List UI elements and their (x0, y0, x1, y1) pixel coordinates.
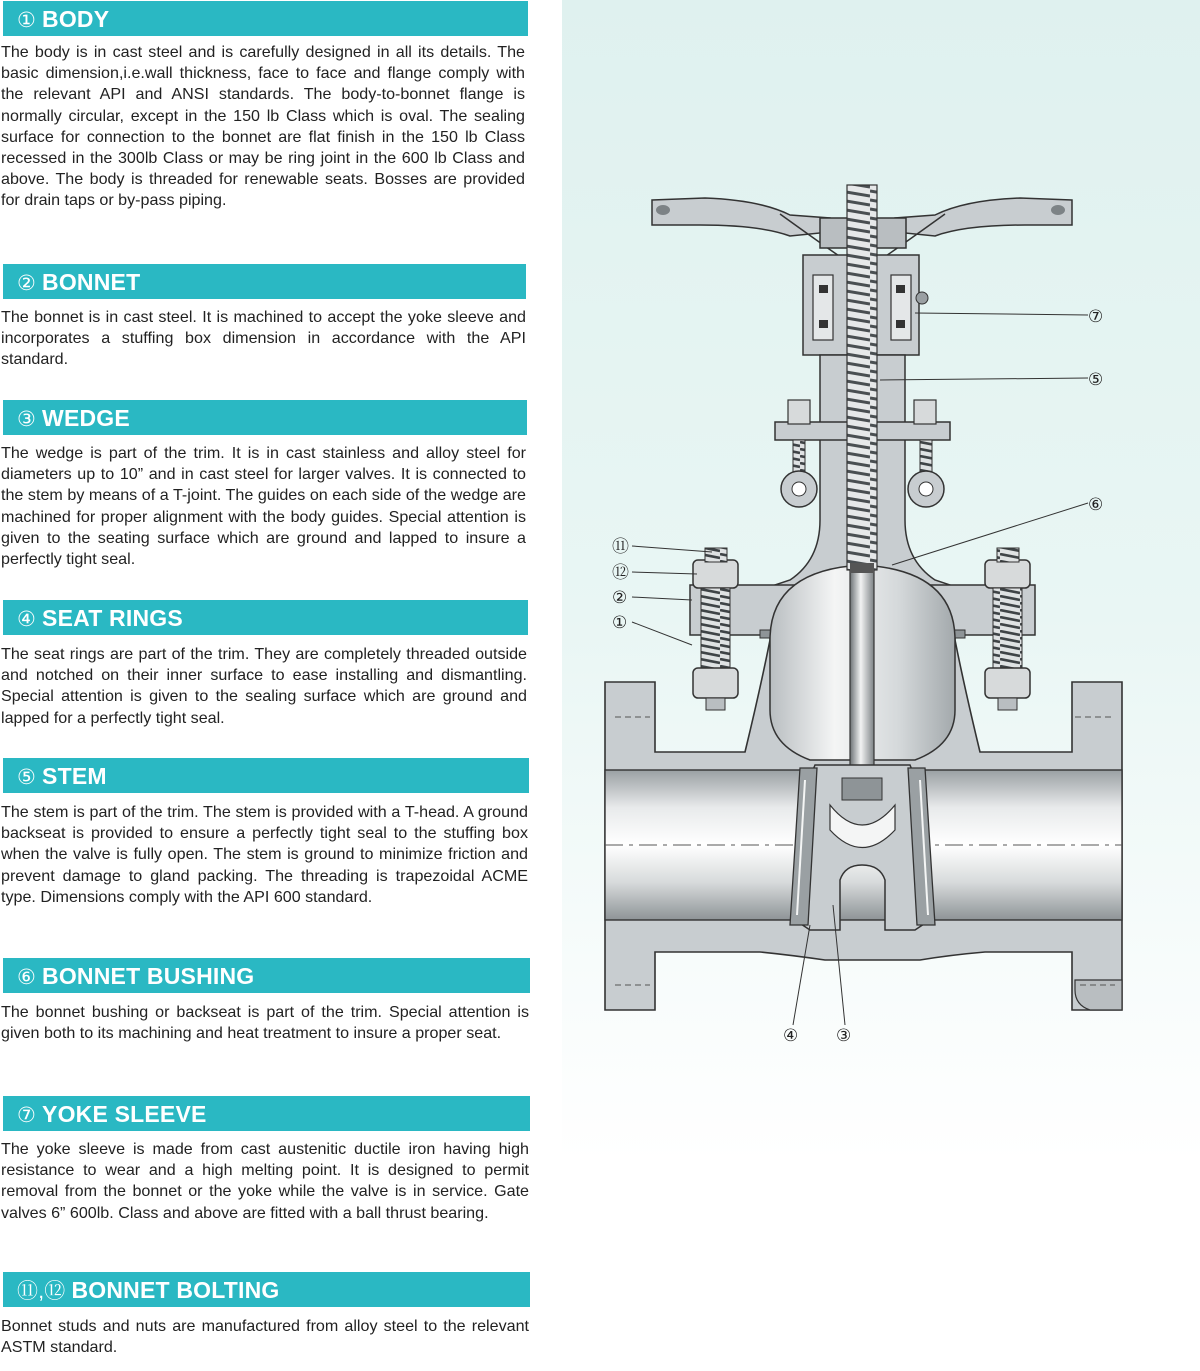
section-text: The yoke sleeve is made from cast austenitic ductile iron having high resistance to wear and a high melting point. It is designed to permit removal from the bonnet or the yoke while the valve is in service. Gate valves 6” 600lb. Class and above are fitted with a ball thrust bearing. (1, 1140, 529, 1222)
section-title: YOKE SLEEVE (42, 1101, 207, 1127)
section-text: The stem is part of the trim. The stem is provided with a T-head. A ground backseat is provided to ensure a perfectly tight seal to the stuffing box when the valve is fully open. The stem is ground to minimize friction and prevent damage to gland packing. The threading is trapezoidal ACME type. Dimensions comply with the API 600 standard. (1, 803, 528, 906)
section-text: The wedge is part of the trim. It is in cast stainless and alloy steel for diameters up to 10” and in cast steel for larger valves. It is connected to the stem by means of a T-joint. The guides on each side of the wedge are machined for proper alignment with the body guides. Special attention is given to the seating surface which are ground and lapped to insure a perfectly tight seal. (1, 444, 526, 569)
section-number: ⑤ (17, 766, 37, 789)
section-number: ⑥ (17, 966, 37, 989)
description-column (0, 0, 532, 1366)
section-header-seat-rings (3, 600, 528, 635)
section-text: Bonnet studs and nuts are manufactured from alloy steel to the relevant ASTM standard. (1, 1317, 529, 1357)
section-header-body (3, 1, 528, 36)
gate-valve-diagram (562, 0, 1200, 1366)
section-title: BONNET BUSHING (42, 963, 255, 989)
section-number: ① (17, 9, 37, 32)
section-header-bonnet (3, 264, 526, 299)
section-title: WEDGE (42, 405, 130, 431)
section-title: STEM (42, 763, 107, 789)
callout-3: ③ (836, 1026, 852, 1046)
section-number: ⑦ (17, 1104, 37, 1127)
callout-5: ⑤ (1088, 370, 1104, 390)
section-text: The bonnet bushing or backseat is part of the trim. Special attention is given both to its machining and heat treatment to insure a proper seat. (1, 1003, 529, 1043)
section-header-yoke-sleeve (3, 1096, 530, 1131)
diagram-panel (562, 0, 1200, 1366)
section-title: SEAT RINGS (42, 605, 183, 631)
callout-2: ② (612, 588, 628, 608)
section-title: BONNET BOLTING (71, 1277, 280, 1303)
section-text: The body is in cast steel and is carefully designed in all its details. The basic dimension,i.e.wall thickness, face to face and flange comply with the relevant API and ANSI standards. The body-to-bonnet flange is normally circular, except in the 150 lb Class which is oval. The sealing surface for connection to the bonnet are flat finish in the 150 lb Class recessed in the 300lb Class or may be ring joint in the 600 lb Class and above. The body is threaded for renewable seats. Bosses are provided for drain taps or by-pass piping. (1, 43, 525, 210)
section-number: ② (17, 272, 37, 295)
callout-4: ④ (783, 1026, 799, 1046)
section-header-bonnet-bushing (3, 958, 530, 993)
section-number: ④ (17, 608, 37, 631)
callout-11: ⑪ (612, 537, 629, 557)
section-number: ⑪,⑫ (17, 1280, 66, 1303)
section-text: The seat rings are part of the trim. They are completely threaded outside and notched on their inner surface to ease installing and dismantling. Special attention is given to the sealing surface which are ground and lapped for a perfectly tight seal. (1, 645, 527, 727)
callout-1: ① (612, 613, 628, 633)
callout-12: ⑫ (612, 563, 629, 583)
section-header-bonnet-bolting (3, 1272, 530, 1307)
callout-6: ⑥ (1088, 495, 1104, 515)
section-header-wedge (3, 400, 527, 435)
section-number: ③ (17, 408, 37, 431)
callout-7: ⑦ (1088, 307, 1104, 327)
section-header-stem (3, 758, 529, 793)
section-title: BONNET (42, 269, 141, 295)
section-title: BODY (42, 6, 110, 32)
section-text: The bonnet is in cast steel. It is machined to accept the yoke sleeve and incorporates a stuffing box dimension in accordance with the API standard. (1, 308, 526, 369)
